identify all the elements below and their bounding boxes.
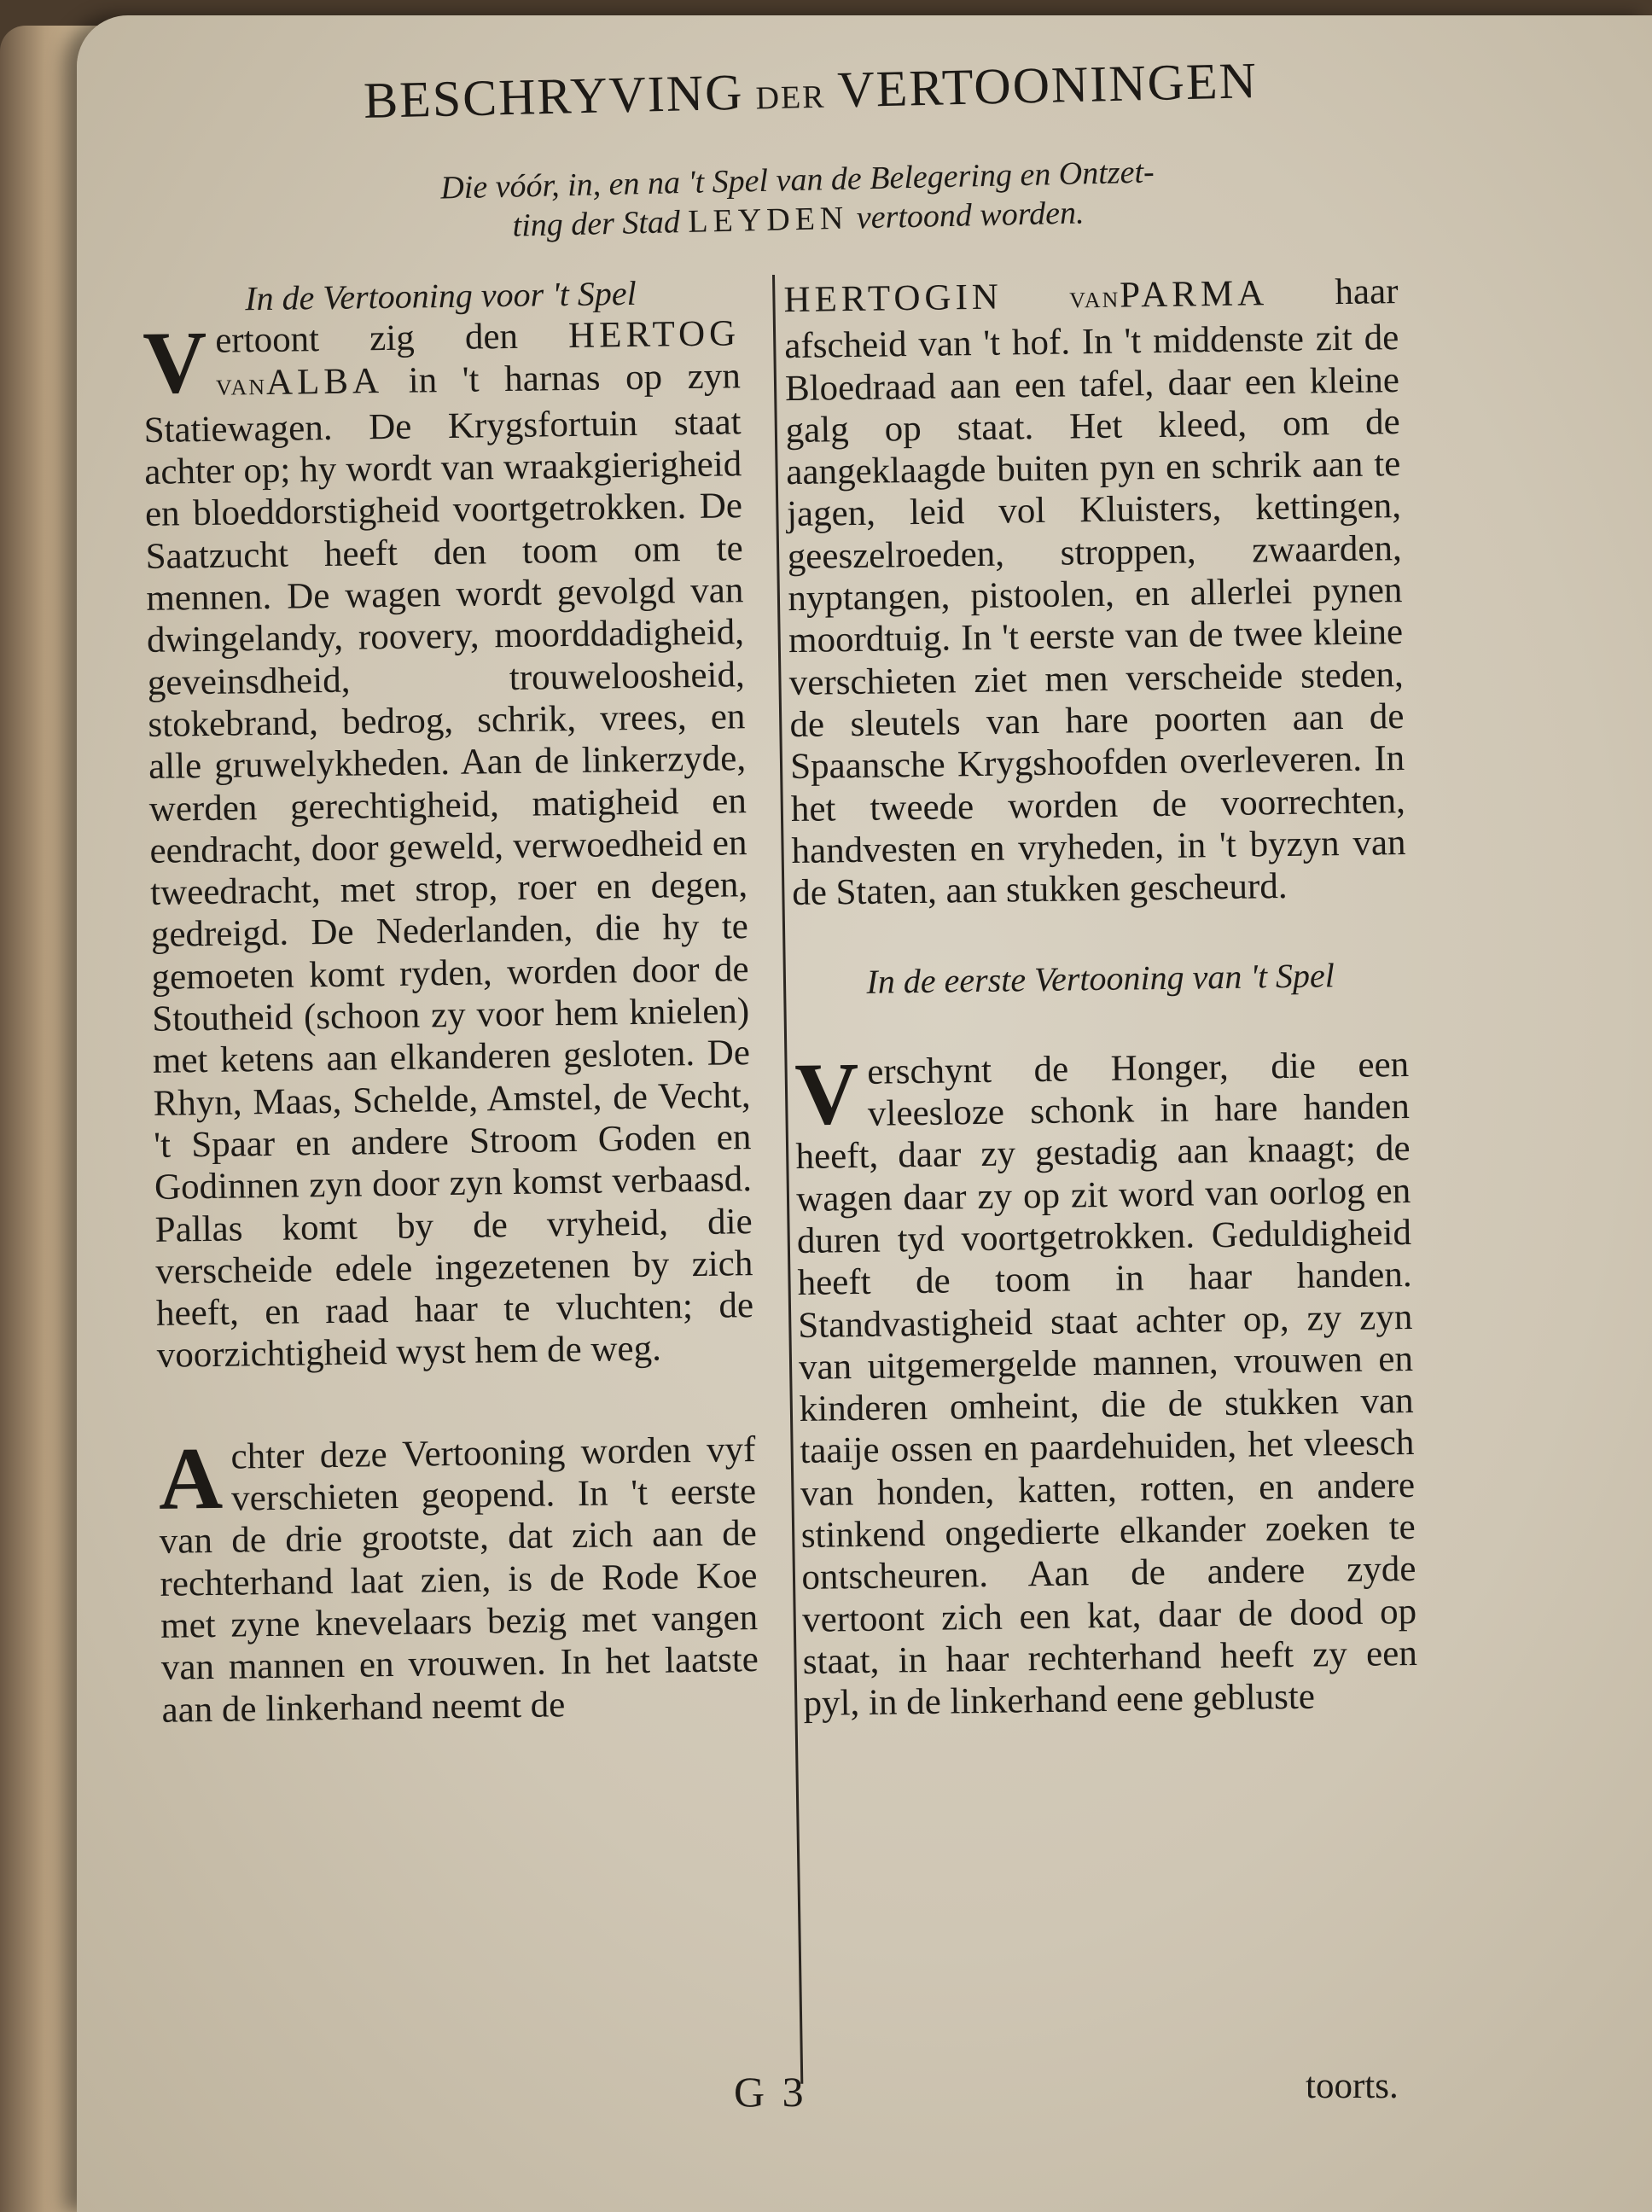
p1-start: ertoont zig den <box>214 317 519 362</box>
paragraph-gap <box>157 1369 755 1437</box>
right-paragraph-2 <box>794 1044 1418 1726</box>
title-part1: BESCHRYVING <box>363 63 745 129</box>
right-paragraph-2-text: erschynt de Honger, die een vleesloze schonk in hare handen heeft, daar zy gestadig aan knaagt; de wagen daar zy op zit word van oorlog en duren tyd voortgetrokken. Geduldigheid heeft de toom in haar handen. Standvastigheid staat achter op, zy zyn van uitgemergelde mannen, vrouwen en kinderen omheint, die de stukken van taaije ossen en paardehuiden, het vleesch van honden, katten, rotten, en andere stinkend ongedierte elkander zoeken te ontscheuren. Aan de andere zyde vertoont zich een kat, daar de dood op staat, in haar rechterhand heeft zy een pyl, in de linkerhand eene gebluste <box>795 1044 1418 1725</box>
paragraph-gap <box>793 905 1408 962</box>
name-alba: ALBA <box>265 360 384 403</box>
name-parma: PARMA <box>1119 273 1269 316</box>
subtitle-text-b: vertoond worden. <box>856 195 1085 236</box>
dropcap-v: V <box>142 313 208 413</box>
right-column <box>783 271 1418 1725</box>
left-column-heading: In de Vertooning voor 't Spel <box>244 273 637 318</box>
catchword: toorts. <box>1306 2066 1399 2106</box>
right-paragraph-1-text: haar afscheid van 't hof. In 't middenste zit de Bloedraad aan een tafel, daar een kleine galg op staat. Het kleed, om de aangeklaagde buiten pyn en schrik aan te jagen, leid vol Kluisters, kettingen, geeszelroeden, stroppen, zwaarden, nyptangen, pistoolen, en allerlei pynen moordtuig. In 't eerste van de twee kleine verschieten ziet men verscheide steden, de sleutels van hare poorten aan de Spaansche Krygshoofden overleveren. In het tweede worden de voorrechten, handvesten en vryheden, in 't byzyn van de Staten, aan stukken gescheurd. <box>783 271 1406 914</box>
right-paragraph-1 <box>783 271 1406 914</box>
left-paragraph-1-text: in 't harnas op zyn Statiewagen. De Krygsfortuin staat achter op; hy wordt van wraakgierigheid en bloeddorstigheid voortgetrokken. De Saatzucht heeft den toom om te mennen. De wagen wordt gevolgd van dwingelandy, roovery, moorddadigheid, geveinsdheid, trouweloosheid, stokebrand, bedrog, schrik, vrees, en alle gruwelykheden. Aan de linkerzyde, werden gerechtigheid, matigheid en eendracht, door geweld, verwoedheid en tweedracht, met strop, roer en degen, gedreigd. De Nederlanden, die hy te gemoeten komt ryden, worden door de Stoutheid (schoon zy voor hem knielen) met ketens aan elkanderen gesloten. De Rhyn, Maas, Schelde, Amstel, de Vecht, 't Spaar en andere Stroom Goden en Godinnen zyn door zyn komst verbaasd. Pallas komt by de vryheid, die verscheide edele ingezetenen by zich heeft, en raad haar te vluchten; de voorzichtigheid wyst hem de weg. <box>143 355 754 1377</box>
dropcap-v-2: V <box>794 1044 860 1144</box>
name-van-2: VAN <box>1069 287 1120 313</box>
signature-mark: G 3 <box>734 2068 807 2116</box>
subtitle-text-a: ting der Stad <box>512 204 681 244</box>
name-hertog: HERTOG <box>567 313 741 357</box>
subtitle-city: LEYDEN <box>687 200 849 240</box>
left-paragraph-2 <box>158 1429 759 1732</box>
paragraph-gap <box>794 996 1409 1052</box>
title-der: DER <box>755 79 827 117</box>
name-hertogin: HERTOGIN <box>783 276 1003 321</box>
right-column-heading: In de eerste Vertooning van 't Spel <box>866 956 1335 1002</box>
left-paragraph-2-text: chter deze Vertooning worden vyf verschieten geopend. In 't eerste van de drie grootste, dat zich aan de rechterhand laat zien, is de Rode Koe met zyne knevelaars bezig met vangen van mannen en vrouwen. In het laatste aan de linkerhand neemt de <box>159 1429 759 1731</box>
left-column <box>142 271 759 1731</box>
left-paragraph-1 <box>143 312 754 1377</box>
title-part2: VERTOONINGEN <box>836 52 1259 119</box>
name-van: VAN <box>215 374 267 400</box>
subtitle-line1: Die vóór, in, en na 't Spel van de Belegering en Ontzet- <box>439 154 1155 207</box>
dropcap-a: A <box>157 1429 224 1528</box>
